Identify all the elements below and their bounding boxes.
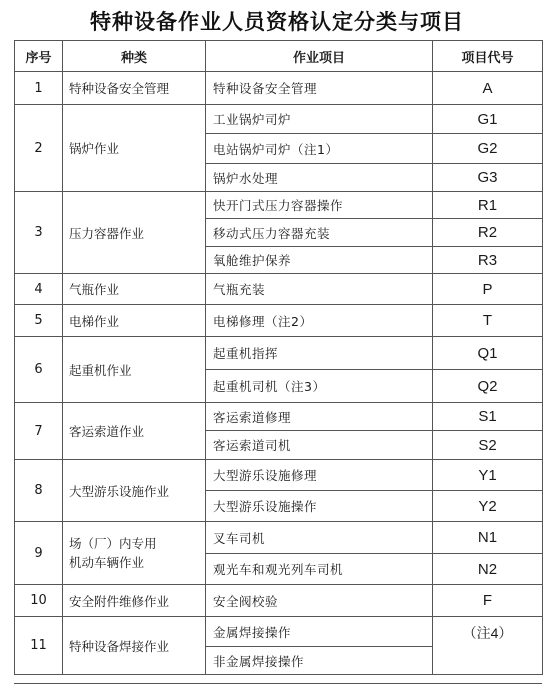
item-code: N1 [433,522,543,554]
item-name: 工业锅炉司炉 [206,105,433,134]
category-label: 大型游乐设施作业 [69,483,170,499]
category-label: 起重机作业 [69,362,132,378]
page-title: 特种设备作业人员资格认定分类与项目 [90,10,464,34]
item-code: Q1 [433,337,543,370]
category-cell [63,403,206,460]
header-no: 序号 [15,41,63,72]
category-cell [63,522,206,585]
item-code: T [433,305,543,337]
category-label: 场（厂）内专用 [69,536,157,551]
item-name: 金属焊接操作 [206,617,433,647]
category-cell [63,337,206,403]
table-bottom-border [14,683,542,684]
table-row [15,460,543,491]
item-code: N2 [433,554,543,585]
item-code: （注4） [433,617,543,675]
row-number: 3 [15,192,63,274]
table-row [15,337,543,370]
category-label: 客运索道作业 [69,424,145,439]
table-row [15,403,543,431]
item-code: F [433,585,543,617]
category-cell [63,274,206,305]
category-cell [63,585,206,617]
category-label: 压力容器作业 [69,225,145,241]
category-cell [63,460,206,522]
item-name: 客运索道司机 [206,431,433,460]
item-code: S2 [433,431,543,460]
item-code: G1 [433,105,543,134]
category-label: 特种设备安全管理 [69,81,170,96]
item-name: 气瓶充装 [206,274,433,305]
table-row [15,617,543,647]
header-category: 种类 [63,41,206,72]
item-code: R3 [433,247,543,274]
category-cell [63,72,206,105]
category-label: 特种设备焊接作业 [69,638,170,654]
item-code: Q2 [433,370,543,403]
item-name: 起重机指挥 [206,337,433,370]
row-number: 5 [15,305,63,337]
item-code: P [433,274,543,305]
item-name: 氧舱维护保养 [206,247,433,274]
category-cell [63,617,206,675]
table-body [15,72,543,675]
item-name: 电梯修理（注2） [206,305,433,337]
item-name: 电站锅炉司炉（注1） [206,134,433,164]
table-row [15,72,543,105]
item-code: Y2 [433,491,543,522]
table-row [15,274,543,305]
row-number: 1 [15,72,63,105]
row-number: 7 [15,403,63,460]
category-cell [63,105,206,192]
table-row [15,192,543,219]
category-cell [63,192,206,274]
item-name: 起重机司机（注3） [206,370,433,403]
row-number: 8 [15,460,63,522]
category-cell [63,305,206,337]
item-name: 非金属焊接操作 [206,647,433,675]
item-name: 大型游乐设施修理 [206,460,433,491]
item-code: Y1 [433,460,543,491]
item-code: S1 [433,403,543,431]
header-code: 项目代号 [433,41,543,72]
header-item: 作业项目 [206,41,433,72]
item-name: 叉车司机 [206,522,433,554]
category-label: 电梯作业 [69,313,120,329]
item-name: 观光车和观光列车司机 [206,554,433,585]
item-name: 锅炉水处理 [206,164,433,192]
row-number: 11 [15,617,63,675]
category-label: 安全附件维修作业 [69,593,170,609]
item-name: 安全阀校验 [206,585,433,617]
item-code: R1 [433,192,543,219]
table-row [15,105,543,134]
category-label: 机动车辆作业 [69,555,145,570]
item-name: 特种设备安全管理 [206,72,433,105]
row-number: 9 [15,522,63,585]
row-number: 4 [15,274,63,305]
item-name: 移动式压力容器充装 [206,219,433,247]
row-number: 10 [15,585,63,617]
row-number: 6 [15,337,63,403]
item-code: G3 [433,164,543,192]
category-label: 锅炉作业 [69,141,120,156]
category-label: 气瓶作业 [69,282,120,297]
qualification-table [14,40,543,675]
table-header-row [15,41,543,72]
table-row [15,305,543,337]
item-name: 客运索道修理 [206,403,433,431]
item-code: R2 [433,219,543,247]
item-name: 快开门式压力容器操作 [206,192,433,219]
table-row [15,585,543,617]
item-code: A [433,72,543,105]
item-code: G2 [433,134,543,164]
table-row [15,522,543,554]
row-number: 2 [15,105,63,192]
item-name: 大型游乐设施操作 [206,491,433,522]
